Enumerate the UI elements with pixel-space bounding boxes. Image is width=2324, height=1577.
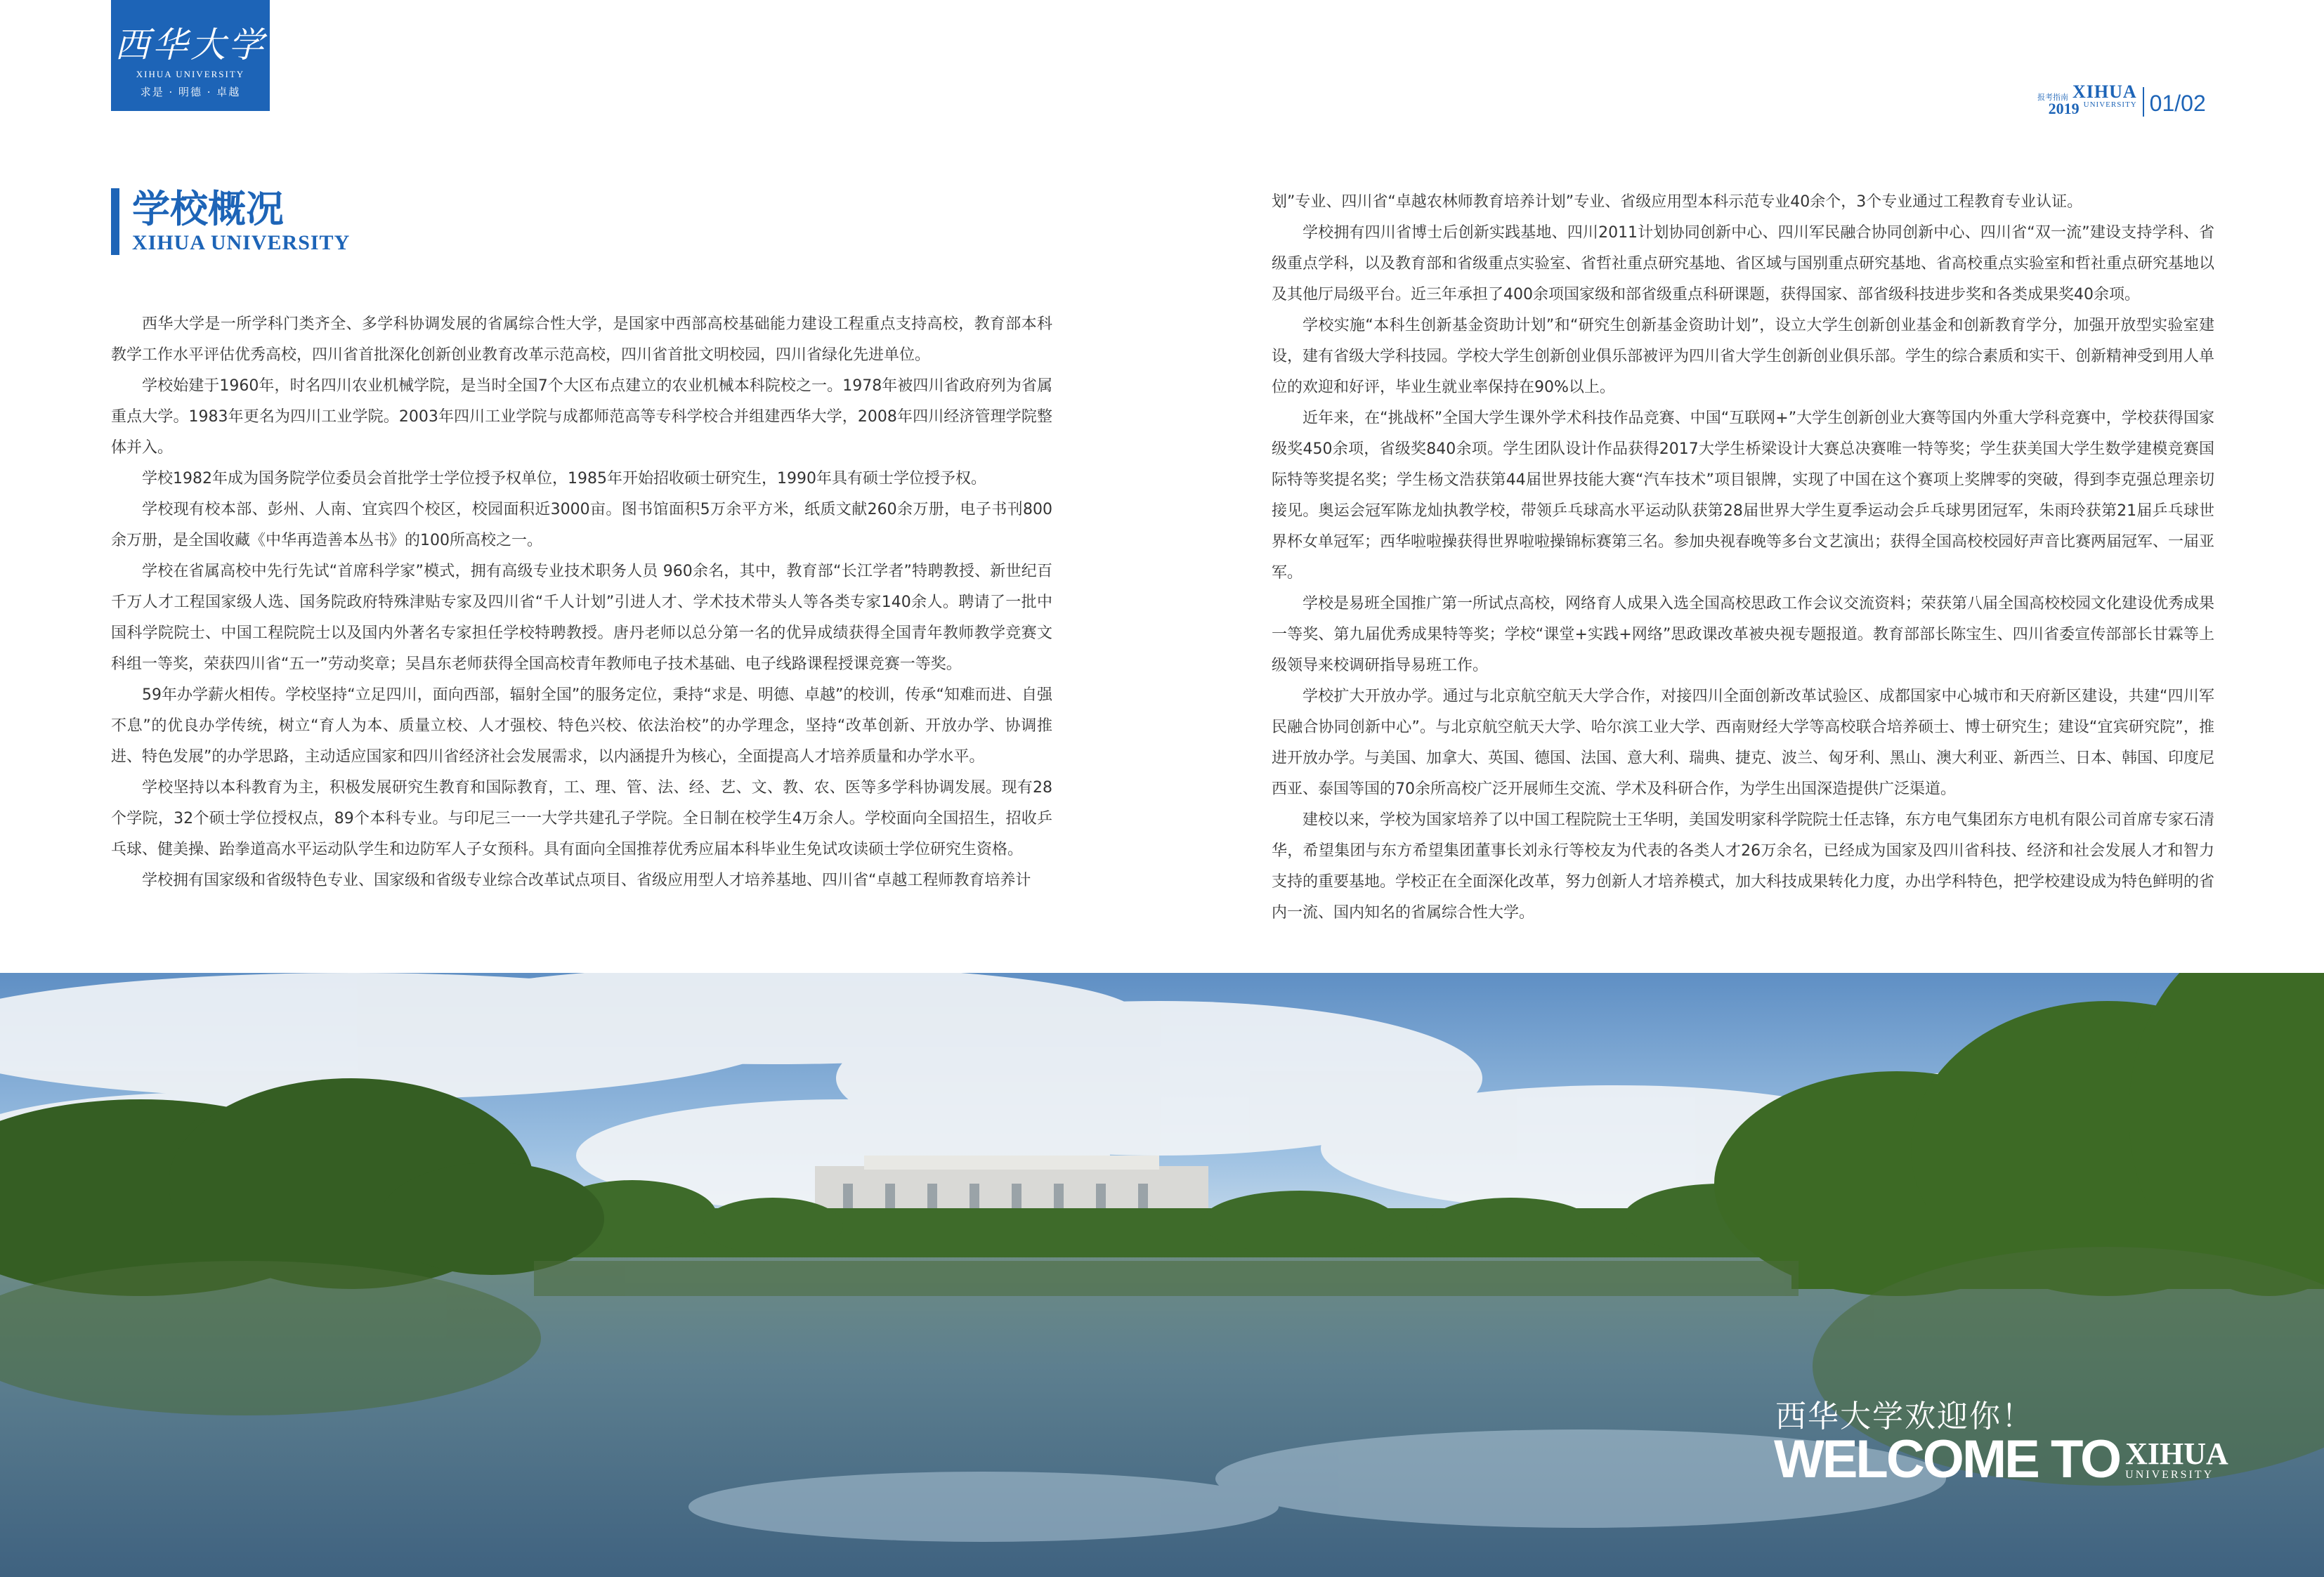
paragraph: 学校现有校本部、彭州、人南、宜宾四个校区，校园面积近3000亩。图书馆面积5万余平方米，纸质文献260余万册，电子书刊800余万册，是全国收藏《中华再造善本丛书》的100所高校之一。 (111, 501, 1052, 549)
paragraph: 学校坚持以本科教育为主，积极发展研究生教育和国际教育，工、理、管、法、经、艺、文、教、农、医等多学科协调发展。现有28个学院，32个硕士学位授权点，89个本科专业。与印尼三一一大学共建孔子学院。全日制在校学生4万余人。学校面向全国招生，招收乒乓球、健美操、跆拳道高水平运动队学生和边防军人子女预科。具有面向全国推荐优秀应届本科毕业生免试攻读硕士学位研究生资格。 (111, 779, 1052, 858)
paragraph: 学校1982年成为国务院学位委员会首批学士学位授予权单位，1985年开始招收硕士研究生，1990年具有硕士学位授予权。 (142, 470, 986, 488)
paragraph: 学校是易班全国推广第一所试点高校，网络育人成果入选全国高校思政工作会议交流资料；荣获第八届全国高校校园文化建设优秀成果一等奖、第九届优秀成果特等奖；学校“课堂+实践+网络”思政课改革被央视专题报道。教育部部长陈宝生、四川省委宣传部部长甘霖等上级领导来校调研指导易班工作。 (1272, 595, 2215, 674)
page-number: 01/02 (2149, 91, 2206, 116)
paragraph: 学校扩大开放办学。通过与北京航空航天大学合作，对接四川全面创新改革试验区、成都国家中心城市和天府新区建设，共建“四川军民融合协同创新中心”。与北京航空航天大学、哈尔滨工业大学、西南财经大学等高校联合培养硕士、博士研究生；建设“宜宾研究院”，推进开放办学。与美国、加拿大、英国、德国、法国、意大利、瑞典、捷克、波兰、匈牙利、黑山、澳大利亚、新西兰、日本、韩国、印度尼西亚、泰国等国的70余所高校广泛开展师生交流、学术及科研合作，为学生出国深造提供广泛渠道。 (1272, 688, 2215, 798)
guide-label: 报考指南 (2037, 93, 2068, 102)
paragraph-continuation: 划”专业、四川省“卓越农林师教育培养计划”专业、省级应用型本科示范专业40余个，3个专业通过工程教育专业认证。 (1272, 193, 2083, 211)
welcome-chinese: 西华大学欢迎你！ (1775, 1399, 2034, 1434)
page-marker (2037, 83, 2206, 117)
welcome-banner (1774, 1391, 2228, 1489)
section-title-en: XIHUA UNIVERSITY (132, 231, 351, 255)
logo-motto: 求是 · 明德 · 卓越 (140, 86, 241, 98)
paragraph: 学校拥有国家级和省级特色专业、国家级和省级专业综合改革试点项目、省级应用型人才培养基地、四川省“卓越工程师教育培养计 (142, 872, 1031, 889)
paragraph: 西华大学是一所学科门类齐全、多学科协调发展的省属综合性大学，是国家中西部高校基础能力建设工程重点支持高校，教育部本科教学工作水平评估优秀高校，四川省首批深化创新创业教育改革示范高校，四川省首批文明校园，四川省绿化先进单位。 (111, 315, 1052, 364)
paragraph: 学校始建于1960年，时名四川农业机械学院，是当时全国7个大区布点建立的农业机械本科院校之一。1978年被四川省政府列为省属重点大学。1983年更名为四川工业学院。2003年四川工业学院与成都师范高等专科学校合并组建西华大学，2008年四川经济管理学院整体并入。 (111, 377, 1052, 457)
header-university: UNIVERSITY (2083, 100, 2137, 109)
section-heading (111, 188, 350, 255)
header-divider (2143, 87, 2144, 117)
paragraph: 学校在省属高校中先行先试“首席科学家”模式，拥有高级专业技术职务人员 960余名，其中，教育部“长江学者”特聘教授、新世纪百千万人才工程国家级人选、国务院政府特殊津贴专家及四川省“千人计划”引进人才、学术技术带头人等各类专家140余人。聘请了一批中国科学院院士、中国工程院院士以及国内外著名专家担任学校特聘教授。唐丹老师以总分第一名的优异成绩获得全国青年教师教学竞赛文科组一等奖，荣获四川省“五一”劳动奖章；吴昌东老师获得全国高校青年教师电子技术基础、电子线路课程授课竞赛一等奖。 (111, 563, 1052, 673)
header-year: 2019 (2048, 100, 2080, 117)
paragraph: 建校以来，学校为国家培养了以中国工程院院士王华明，美国发明家科学院院士任志锋，东方电气集团东方电机有限公司首席专家石清华，希望集团与东方希望集团董事长刘永行等校友为代表的各类人才26万余名，已经成为国家及四川省科技、经济和社会发展人才和智力支持的重要基地。学校正在全面深化改革，努力创新人才培养模式，加大科技成果转化力度，办出学科特色，把学校建设成为特色鲜明的省内一流、国内知名的省属综合性大学。 (1272, 811, 2215, 922)
logo-english-name: XIHUA UNIVERSITY (136, 69, 245, 79)
section-title-cn: 学校概况 (132, 186, 284, 231)
left-text-column (111, 309, 1052, 896)
right-text-column (1272, 187, 2214, 929)
header-brand: XIHUA (2072, 81, 2137, 102)
welcome-university: UNIVERSITY (2125, 1469, 2214, 1481)
welcome-xihua: XIHUA (2125, 1437, 2228, 1471)
paragraph: 学校拥有四川省博士后创新实践基地、四川2011计划协同创新中心、四川军民融合协同创新中心、四川省“双一流”建设支持学科、省级重点学科，以及教育部和省级重点实验室、省哲社重点研究基地、省区域与国别重点研究基地、省高校重点实验室和哲社重点研究基地以及其他厅局级平台。近三年承担了400余项国家级和部省级重点科研课题，获得国家、部省级科技进步奖和各类成果奖40余项。 (1272, 224, 2215, 303)
university-logo (111, 0, 270, 111)
paragraph: 近年来，在“挑战杯”全国大学生课外学术科技作品竞赛、中国“互联网+”大学生创新创业大赛等国内外重大学科竞赛中，学校获得国家级奖450余项，省级奖840余项。学生团队设计作品获得2017大学生桥梁设计大赛总决赛唯一特等奖；学生获美国大学生数学建模竞赛国际特等奖提名奖；学生杨文浩获第44届世界技能大赛“汽车技术”项目银牌，实现了中国在这个赛项上奖牌零的突破，得到李克强总理亲切接见。奥运会冠军陈龙灿执教学校，带领乒乓球高水平运动队获第28届世界大学生夏季运动会乒乓球男团冠军，朱雨玲获第21届乒乓球世界杯女单冠军；西华啦啦操获得世界啦啦操锦标赛第三名。参加央视春晚等多台文艺演出；获得全国高校校园好声音比赛两届冠军、一届亚军。 (1272, 410, 2215, 582)
logo-chinese-name: 西华大学 (115, 25, 266, 65)
paragraph: 59年办学薪火相传。学校坚持“立足四川，面向西部，辐射全国”的服务定位，秉持“求是、明德、卓越”的校训，传承“知难而进、自强不息”的优良办学传统，树立“育人为本、质量立校、人才强校、特色兴校、依法治校”的办学理念，坚持“改革创新、开放办学、协调推进、特色发展”的办学思路，主动适应国家和四川省经济社会发展需求，以内涵提升为核心，全面提高人才培养质量和办学水平。 (111, 686, 1052, 766)
paragraph: 学校实施“本科生创新基金资助计划”和“研究生创新基金资助计划”，设立大学生创新创业基金和创新教育学分，加强开放型实验室建设，建有省级大学科技园。学校大学生创新创业俱乐部被评为四川省大学生创新创业俱乐部。学生的综合素质和实干、创新精神受到用人单位的欢迎和好评，毕业生就业率保持在90%以上。 (1272, 317, 2215, 396)
welcome-english: WELCOME TO (1774, 1429, 2120, 1489)
